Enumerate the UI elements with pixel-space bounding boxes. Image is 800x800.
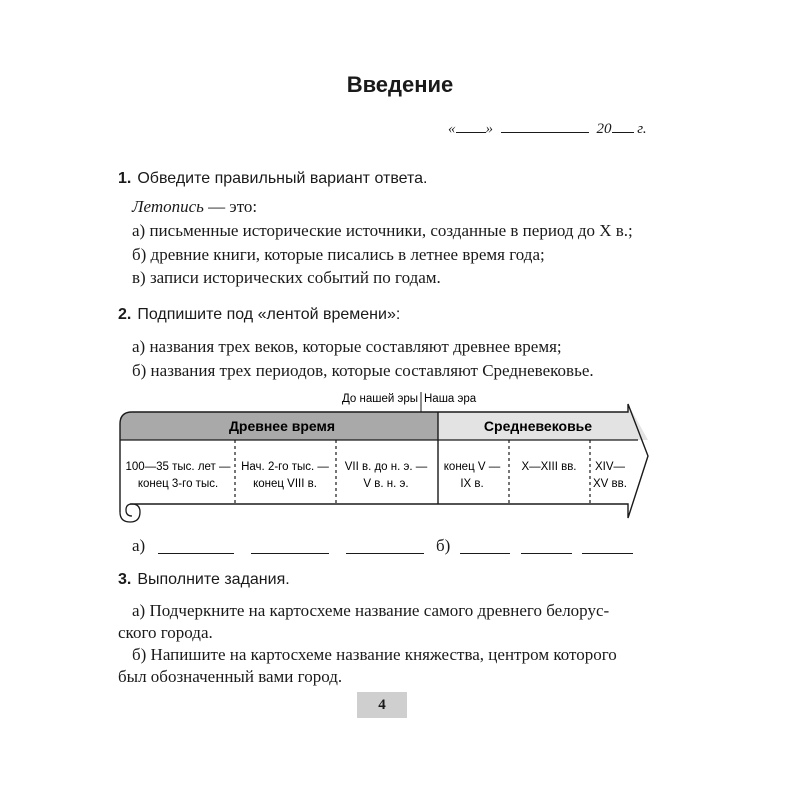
year-suffix: г.: [637, 121, 647, 137]
task2-item-b: б) названия трех периодов, которые составляют Средневековье.: [132, 361, 594, 380]
task1-instruction: Обведите правильный вариант ответа.: [137, 170, 428, 187]
date-open-quote: «: [448, 121, 456, 137]
header-ancient: Древнее время: [228, 418, 336, 434]
cell-3-line-1: VII в. до н. э. —: [344, 461, 428, 473]
cell-3-line-2: V в. н. э.: [363, 478, 409, 490]
task2-number: 2.: [118, 306, 132, 323]
task3-instruction: Выполните задания.: [137, 571, 290, 588]
year-prefix: 20: [596, 121, 612, 137]
cell-1-line-1: 100—35 тыс. лет —: [125, 461, 231, 473]
date-close-quote: »: [485, 121, 493, 137]
answer-blank-a1[interactable]: [158, 552, 234, 554]
cell-4-line-2: IX в.: [460, 478, 484, 490]
answer-blank-b3[interactable]: [582, 552, 633, 554]
task3-line-4: был обозначенный вами город.: [118, 667, 343, 686]
cell-5-line-1: X—XIII вв.: [521, 461, 577, 473]
task1-option-c[interactable]: в) записи исторических событий по годам.: [132, 268, 441, 287]
answer-blank-a2[interactable]: [251, 552, 329, 554]
task2-item-a: а) названия трех веков, которые составляют древнее время;: [132, 337, 562, 356]
answer-blank-a3[interactable]: [346, 552, 424, 554]
page-number-badge: 4: [357, 692, 407, 718]
cell-2-line-2: конец VIII в.: [253, 478, 317, 490]
cell-1-line-2: конец 3-го тыс.: [137, 478, 219, 490]
task1-term: Летопись: [132, 197, 204, 216]
task2-instruction: Подпишите под «лентой времени»:: [137, 306, 401, 323]
answer-label-b: б): [436, 536, 451, 555]
label-bc: До нашей эры: [341, 393, 418, 405]
task1-option-a[interactable]: а) письменные исторические источники, созданные в период до X в.;: [132, 221, 633, 240]
task1-term-suffix: — это:: [203, 197, 258, 216]
answer-blank-b1[interactable]: [460, 552, 510, 554]
label-ad: Наша эра: [424, 393, 477, 405]
cell-6-line-2: XV вв.: [593, 478, 627, 490]
page-title: Введение: [346, 72, 454, 97]
task3-line-2: ского города.: [118, 623, 213, 642]
answer-label-a: а): [132, 536, 146, 555]
task3-line-1: а) Подчеркните на картосхеме название самого древнего белорус-: [132, 601, 610, 620]
task1-number: 1.: [118, 170, 132, 187]
cell-6-line-1: XIV—: [594, 461, 626, 473]
cell-2-line-1: Нач. 2-го тыс. —: [241, 461, 329, 473]
task3-heading: [118, 571, 290, 589]
task3-number: 3.: [118, 571, 132, 588]
ribbon-scroll-curl: [120, 504, 140, 522]
answer-blank-b2[interactable]: [521, 552, 572, 554]
header-medieval: Средневековье: [483, 418, 593, 434]
task1-option-b[interactable]: б) древние книги, которые писались в летнее время года;: [132, 245, 545, 264]
cell-4-line-1: конец V —: [443, 461, 501, 473]
task3-line-3: б) Напишите на картосхеме название княжества, центром которого: [132, 645, 617, 664]
